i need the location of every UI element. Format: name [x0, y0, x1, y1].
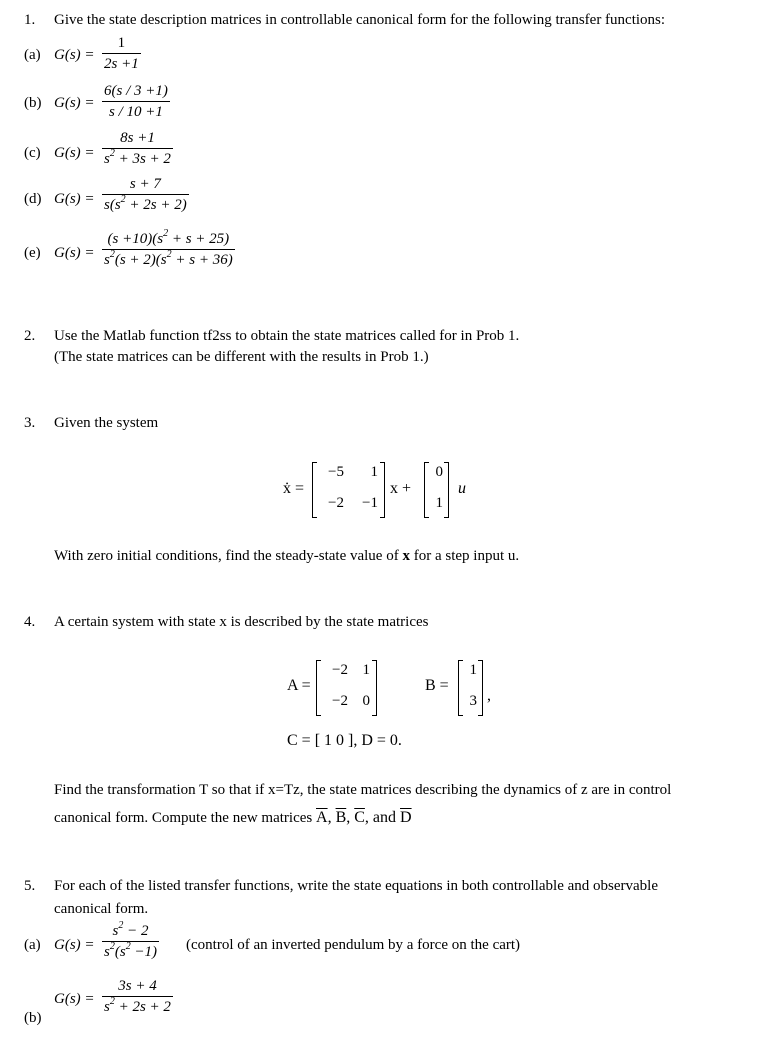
item-5a-denominator: $s^2(s^2 -1)$ [104, 941, 158, 960]
item-5a-label: (a) [24, 937, 41, 953]
item-1e-fraction [102, 228, 235, 268]
A-lhs: A = [287, 677, 311, 694]
item-1c-label: (c) [24, 145, 41, 161]
item-1d-denominator: $s(s^2 + 2s + 2)$ [104, 194, 187, 213]
item-5b-lhs: G(s) = [54, 991, 95, 1007]
problem-4-text: A certain system with state x is described by the state matrices [54, 614, 429, 630]
problem-3-number: 3. [24, 415, 36, 431]
item-5b-denominator: $s^2 + 2s + 2$ [104, 996, 171, 1015]
matrix-cell: 0 [435, 464, 443, 480]
matrix-cell: −2 [332, 693, 348, 709]
B-comma: , [487, 687, 491, 704]
right-bracket [478, 660, 483, 716]
item-5a-note: (control of an inverted pendulum by a force on the cart) [186, 937, 521, 953]
left-bracket [312, 462, 317, 518]
item-1d-numerator: s + 7 [129, 176, 161, 192]
left-bracket [458, 660, 463, 716]
item-5a-numerator: $s^2 - 2$ [112, 920, 149, 939]
problem-5-line-2: canonical form. [54, 901, 149, 917]
item-5b-fraction [102, 979, 173, 1015]
item-1b-numerator: 6(s / 3 +1) [104, 83, 168, 99]
problem-1-number: 1. [24, 12, 36, 28]
item-1b-label: (b) [24, 95, 42, 111]
x-plus: x + [390, 480, 412, 497]
item-1b-denominator: s / 10 +1 [108, 104, 163, 120]
right-bracket [372, 660, 377, 716]
B-lhs: B = [425, 677, 449, 694]
item-1c-lhs: G(s) = [54, 145, 95, 161]
item-1e-lhs: G(s) = [54, 245, 95, 261]
item-1a-denominator: 2s +1 [104, 56, 139, 72]
matrix-cell: 0 [362, 693, 370, 709]
problem-1-text: Give the state description matrices in controllable canonical form for the following transfer functions: [54, 12, 666, 28]
problem-2-line-1: Use the Matlab function tf2ss to obtain the state matrices called for in Prob 1. [54, 328, 520, 344]
problem-3-question: With zero initial conditions, find the steady-state value of x for a step input u. [54, 548, 520, 564]
problem-4-line-1: Find the transformation T so that if x=Tz, the state matrices describing the dynamics of z are in control [54, 782, 672, 798]
matrix-cell: 3 [469, 693, 477, 709]
item-1b-lhs: G(s) = [54, 95, 95, 111]
item-1c-denominator: $s^2 + 3s + 2$ [104, 148, 171, 167]
matrix-cell: −5 [328, 464, 344, 480]
item-1e-numerator: $(s +10)(s^2 + s + 25)$ [107, 228, 230, 247]
left-bracket [424, 462, 429, 518]
item-1a-fraction [102, 36, 141, 72]
item-1c-numerator: 8s +1 [120, 130, 155, 146]
item-1a-lhs: G(s) = [54, 47, 95, 63]
item-5b-numerator: 3s + 4 [118, 978, 157, 994]
right-bracket [444, 462, 449, 518]
left-bracket [316, 660, 321, 716]
item-1d-fraction [102, 177, 189, 213]
item-1d-lhs: G(s) = [54, 191, 95, 207]
matrix-cell: 1 [469, 662, 477, 678]
matrix-cell: −2 [332, 662, 348, 678]
matrix-cell: 1 [362, 662, 370, 678]
item-1d-label: (d) [24, 191, 42, 207]
item-5a-fraction [102, 920, 159, 960]
problem-2-number: 2. [24, 328, 36, 344]
item-1a-numerator: 1 [117, 35, 126, 51]
item-5b-label: (b) [24, 1010, 42, 1026]
problem-5-line-1: For each of the listed transfer functions, write the state equations in both controllable and observable [54, 878, 658, 894]
problem-3-text: Given the system [54, 415, 159, 431]
problem-4-number: 4. [24, 614, 36, 630]
input-u: u [458, 480, 466, 497]
C-D-line: C = [ 1 0 ], D = 0. [287, 732, 402, 749]
matrix-cell: 1 [435, 495, 443, 511]
matrix-cell: 1 [370, 464, 378, 480]
right-bracket [380, 462, 385, 518]
matrix-cell: −2 [328, 495, 344, 511]
item-1b-fraction [102, 84, 170, 120]
item-1e-label: (e) [24, 245, 41, 261]
problem-5-number: 5. [24, 878, 36, 894]
xdot-lhs: ẋ = [283, 480, 305, 497]
problem-4-line-2: canonical form. Compute the new matrices $\overline{A}$, $\overline{B}$, $\overline{C}$, and $\overline{D}$ [54, 809, 412, 826]
item-1a-label: (a) [24, 47, 41, 63]
item-1e-denominator: $s^2(s + 2)(s^2 + s + 36)$ [104, 249, 233, 268]
problem-2-line-2: (The state matrices can be different with the results in Prob 1.) [54, 349, 429, 365]
item-1c-fraction [102, 131, 173, 167]
matrix-cell: −1 [362, 495, 378, 511]
item-5a-lhs: G(s) = [54, 937, 95, 953]
